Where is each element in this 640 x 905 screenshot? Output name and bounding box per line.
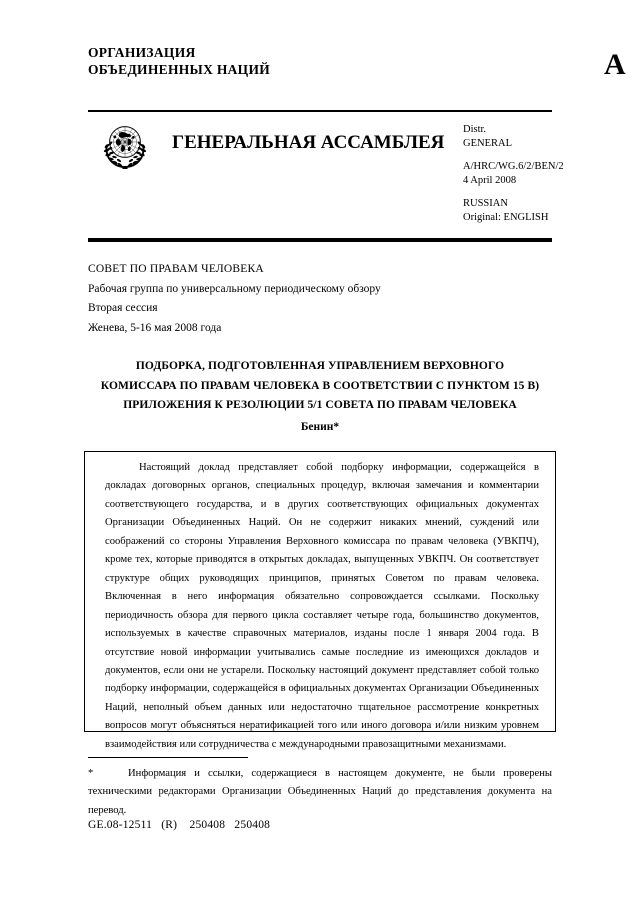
organization-name-line-1: ОРГАНИЗАЦИЯ bbox=[88, 45, 196, 60]
session-name: Вторая сессия bbox=[88, 302, 158, 314]
general-assembly-title: ГЕНЕРАЛЬНАЯ АССАМБЛЕЯ bbox=[172, 132, 445, 153]
distribution-label: Distr. bbox=[463, 124, 487, 135]
footnote bbox=[88, 765, 552, 820]
page-title-line-1: ПОДБОРКА, ПОДГОТОВЛЕННАЯ УПРАВЛЕНИЕМ ВЕРХОВНОГО bbox=[135, 360, 505, 372]
document-date: 4 April 2008 bbox=[463, 174, 517, 186]
footnote-text: Информация и ссылки, содержащиеся в настоящем документе, не были проверены техническими редакторами Организации Объединенных Наций до представления документа на перевод. bbox=[88, 768, 552, 816]
header-band bbox=[88, 118, 564, 230]
council-block bbox=[88, 260, 552, 338]
page-title-line-2: КОМИССАРА ПО ПРАВАМ ЧЕЛОВЕКА В СООТВЕТСТВИИ С ПУНКТОМ 15 В) bbox=[100, 379, 540, 392]
document-symbol-letter: A bbox=[604, 48, 626, 81]
language: RUSSIAN bbox=[463, 198, 508, 210]
header-rule-top bbox=[88, 110, 552, 112]
council-name: СОВЕТ ПО ПРАВАМ ЧЕЛОВЕКА bbox=[88, 263, 264, 275]
distribution-value: GENERAL bbox=[463, 137, 512, 149]
summary-box bbox=[84, 451, 556, 750]
un-emblem bbox=[96, 120, 154, 172]
page-title bbox=[88, 357, 552, 416]
organization-name-line-2: ОБЪЕДИНЕННЫХ НАЦИЙ bbox=[88, 62, 271, 77]
document-code-group bbox=[463, 160, 564, 187]
header-rule-bottom bbox=[88, 238, 552, 242]
summary-text: Настоящий доклад представляет собой подборку информации, содержащейся в докладах договорных органов, специальных процедур, включая замечания и комментарии соответствующего государства, и в других соответствующих официальных документах Организации Объединенных Наций. Он не содержит никаких мнений, суждений или соображений со стороны Управления Верховного комиссара по правам человека (УВКПЧ), кроме тех, которые приводятся в открытых докладах, выпущенных УВКПЧ. Он соответствует структуре общих руководящих принципов, принятых Советом по правам человека. Включенная в него информация обязательно сопровождается ссылками. Поскольку периодичность обзора для первого цикла составляет четыре года, большинство документов, используемых в качестве справочных материалов, изданы после 1 января 2004 года. В отсутствие новой информации учитывались самые последние из имеющихся докладов и документов, если они не устарели. Поскольку настоящий документ представляет собой только подборку информации, содержащейся в официальных документах Организации Объединенных Наций, неполный объем данных или недостаточно тщательное рассмотрение конкретных вопросов могут объясняться нератификацией того или иного договора и/или низким уровнем взаимодействия или сотрудничества с международными правозащитными механизмами. bbox=[105, 462, 539, 750]
footnote-separator bbox=[88, 757, 248, 758]
masthead bbox=[88, 44, 552, 100]
working-group-name: Рабочая группа по универсальному периодическому обзору bbox=[88, 282, 381, 295]
country-name: Бенин* bbox=[300, 421, 340, 433]
original-language: Original: ENGLISH bbox=[463, 211, 549, 223]
language-group bbox=[463, 197, 564, 224]
job-number: GE.08-12511 (R) 250408 250408 bbox=[88, 819, 271, 831]
distribution-group bbox=[463, 123, 564, 150]
session-venue-dates: Женева, 5-16 мая 2008 года bbox=[88, 321, 222, 334]
organization-name bbox=[88, 44, 552, 78]
footnote-marker: * bbox=[88, 768, 94, 779]
document-code: A/HRC/WG.6/2/BEN/2 bbox=[463, 161, 564, 173]
page-title-line-3: ПРИЛОЖЕНИЯ К РЕЗОЛЮЦИИ 5/1 СОВЕТА ПО ПРАВАМ ЧЕЛОВЕКА bbox=[123, 399, 517, 411]
distribution-block bbox=[463, 123, 564, 225]
